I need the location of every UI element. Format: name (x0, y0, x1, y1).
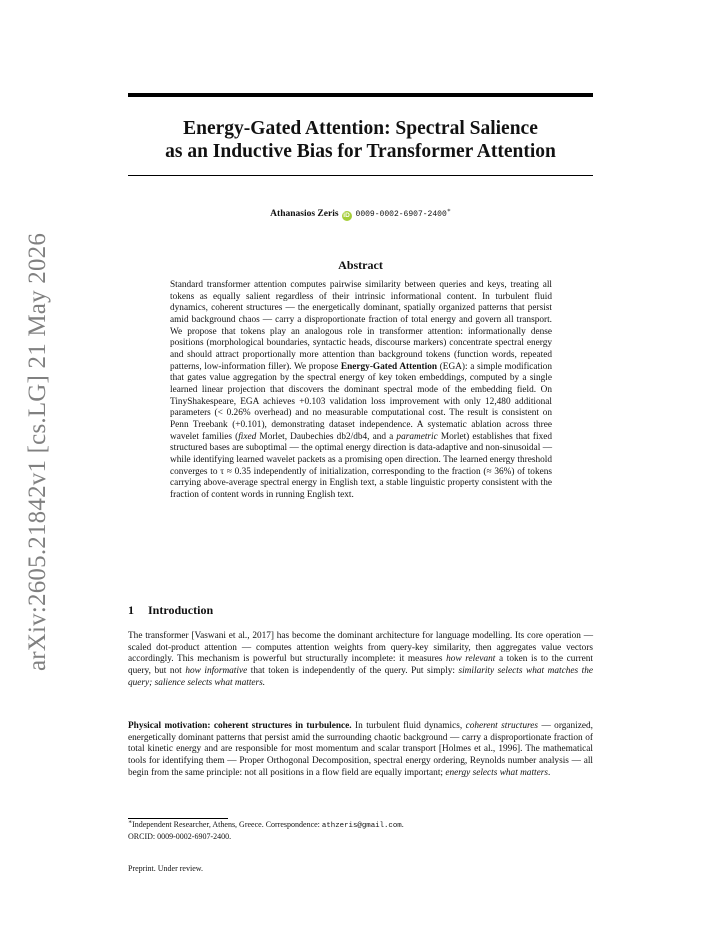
intro-paragraph-1 (128, 631, 593, 689)
text-run: Physical motivation: coherent structures in turbulence. (128, 721, 352, 731)
text-run: (EGA): a simple modification that gates value aggregation by the spectral energy of key token embeddings, computed by a single learned linear projection that discovers the dominant spectral mode of the embedding field. On TinyShakespeare, EGA achieves +0.103 validation loss improvement with only 12,480 additional parameters (< 0.26% overhead) and no measurable computational cost. The result is consistent on Penn Treebank (+0.101), demonstrating dataset independence. A systematic ablation across three wavelet families ( (170, 361, 552, 442)
title-bottom-rule (128, 175, 593, 176)
title-line-1: Energy-Gated Attention: Spectral Salience (183, 118, 538, 139)
footnote-orcid: ORCID: 0009-0002-6907-2400. (128, 831, 232, 841)
footnote-period: . (401, 820, 404, 829)
text-run: . (548, 767, 551, 778)
text-run: similarity selects what matches the query; salience selects what matters. (128, 665, 594, 688)
footnote-email[interactable]: athzeris@gmail.com (321, 822, 402, 830)
arxiv-identifier: arXiv:2605.21842v1 [cs.LG] 21 May 2026 (24, 232, 51, 672)
text-run: fixed (238, 431, 257, 442)
text-run: parametric (396, 431, 438, 442)
footnote (128, 820, 593, 842)
section-title: Introduction (148, 603, 214, 617)
paper-title (128, 117, 593, 163)
text-run: The transformer [Vaswani et al., 2017] has become the dominant architecture for language modelling. Its core operation — scaled dot-product attention — computes attention weights from query-key similarity, then aggregates value vectors accordingly. This mechanism is powerful but structurally incomplete: it measures (128, 631, 593, 665)
text-run: coherent structures (465, 721, 539, 731)
text-run: Energy-Gated Attention (340, 361, 438, 372)
section-heading (128, 603, 213, 618)
abstract-heading: Abstract (338, 258, 383, 272)
preprint-note: Preprint. Under review. (128, 864, 204, 873)
text-run: how informative (185, 665, 248, 676)
footnote-rule (128, 818, 228, 819)
text-run: Morlet, Daubechies db2/db4, and a (256, 431, 397, 442)
text-run: energy selects what matters (445, 767, 548, 778)
footnote-line-1 (128, 820, 593, 832)
text-run: a token is to the current query, but not (128, 654, 593, 676)
section-number: 1 (128, 603, 134, 617)
text-run: Morlet) establishes that fixed structured bases are suboptimal — the optimal energy direction is data-adaptive and non-sinusoidal — while identifying learned wavelet packets as a promising open direction. The learned energy threshold converges to τ ≈ 0.35 independently of initialization, corresponding to the fraction (≈ 36%) of tokens carrying above-average spectral energy in English text, a stable linguistic property consistent with the fraction of content words in running English text. (170, 431, 552, 500)
text-run: Standard transformer attention computes pairwise similarity between queries and keys, treating all tokens as equally salient regardless of their intrinsic informational content. In turbulent fluid dynamics, coherent structures — the energetically dominant, spatially organized patterns that persist amid background chaos — carry a disproportionate fraction of total energy and govern all transport. We propose that tokens play an analogous role in transformer attention: informationally dense positions (morphological boundaries, syntactic heads, discourse markers) concentrate spectral energy and should attract proportionally more attention than background tokens (function words, repeated patterns, low-information filler). We propose (170, 280, 552, 372)
footnote-affiliation: Independent Researcher, Athens, Greece. Correspondence: (132, 820, 322, 829)
title-line-2: as an Inductive Bias for Transformer Attention (165, 141, 556, 162)
orcid-icon[interactable]: iD (343, 212, 350, 219)
footnote-marker: ∗ (128, 819, 133, 826)
author-orcid[interactable]: 0009-0002-6907-2400 (355, 210, 447, 219)
author-block (128, 209, 593, 221)
intro-paragraph-2 (128, 721, 593, 779)
text-run: that token is independently of the query. Put simply: (247, 665, 459, 676)
author-name: Athanasios Zeris (270, 209, 339, 219)
text-run: how relevant (446, 654, 496, 665)
author-footnote-marker: ∗ (446, 207, 451, 214)
abstract-body (170, 280, 552, 501)
text-run: — organized, energetically dominant patterns that persist amid the surrounding chaotic background — carry a disproportionate fraction of total kinetic energy and are responsible for most momentum and scalar transport [Holmes et al., 1996]. The mathematical tools for identifying them — Proper Orthogonal Decomposition, spectral energy ordering, Reynolds number analysis — all begin from the same principle: not all positions in a flow field are equally important; (128, 721, 593, 778)
text-run: In turbulent fluid dynamics, (351, 721, 466, 731)
title-top-rule (128, 93, 593, 97)
